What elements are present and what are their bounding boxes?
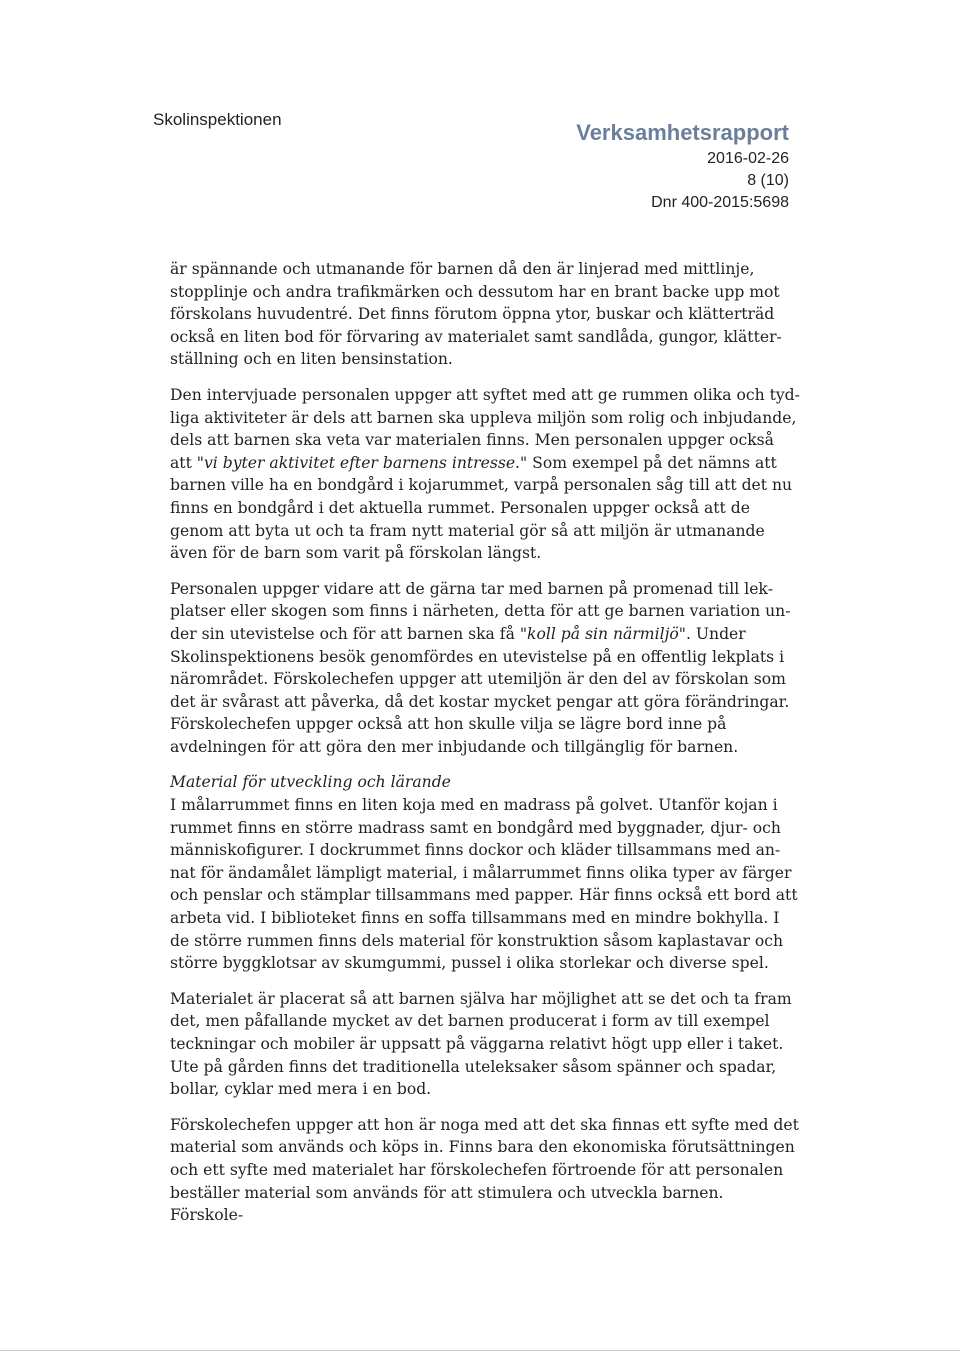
paragraph-activities [170,384,800,565]
section-heading: Material för utveckling och lärande [170,773,451,792]
paragraph-text: Personalen uppger vidare att de gärna tar med barnen på promenad till lekplatser eller skogen som finns i närheten, detta för att ge barnen variation under sin utevistelse och för att barnen ska få [170,579,791,643]
paragraph-materials: I målarrummet finns en liten koja med en madrass på golvet. Utanför kojan i rummet finns en större madrass samt en bondgård med byggnader, djur- och människofigurer. I dockrummet finns dockor och kläder tillsammans med annat för ändamålet lämpligt material, i målarrummet finns olika typer av färger och penslar och stämplar tillsammans med papper. Här finns också ett bord att arbeta vid. I biblioteket finns en soffa tillsammans med en mindre bokhylla. I de större rummen finns dels material för konstruktion såsom kaplastavar och större byggklotsar av skumgummi, pussel i olika storlekar och diverse spel. [170,796,798,973]
paragraph-outings [170,578,800,759]
organization-name: Skolinspektionen [153,110,282,129]
paragraph-purchasing: Förskolechefen uppger att hon är noga med att det ska finnas ett syfte med det material som används och köps in. Finns bara den ekonomiska förutsättningen och ett syfte med materialet har förskolechefen förtroende för att personalen beställer material som används för att stimulera och utveckla barnen. Förskole- [170,1115,799,1225]
quote: "koll på sin närmiljö" [519,624,686,643]
paragraph-text: Den intervjuade personalen uppger att syftet med att ge rummen olika och tydliga aktiviteter är dels att barnen ska uppleva miljön som rolig och inbjudande, dels att barnen ska veta var materialen finns. Men personalen uppger också att [170,385,800,472]
paragraph-material-placement: Materialet är placerat så att barnen själva har möjlighet att se det och ta fram det, men påfallande mycket av det barnen producerat i form av till exempel teckningar och mobiler är uppsatt på väggarna relativt högt upp eller i taket. Ute på gården finns det traditionella uteleksaker såsom spänner och spadar, bollar, cyklar med mera i en bod. [170,989,792,1099]
paragraph-text: . Under Skolinspektionens besök genomfördes en utevistelse på en offentlig lekplats i närområdet. Förskolechefen uppger att utemiljön är den del av förskolan som det är svårast att påverka, då det kostar mycket pengar att göra förändringar. Förskolechefen uppger också att hon skulle vilja se lägre bord inne på avdelningen för att göra den mer inbjudande och tillgänglig för barnen. [170,624,790,756]
document-type-title: Verksamhetsrapport [576,120,789,145]
document-date: 2016-02-26 [707,150,789,167]
paragraph-outdoor-environment: är spännande och utmanande för barnen då den är linjerad med mittlinje, stopplinje och andra trafikmärken och dessutom har en brant backe upp mot förskolans huvudentré. Det finns förutom öppna ytor, buskar och klätterträd också en liten bod för förvaring av materialet samt sandlåda, gungor, klätterställning och en liten bensinstation. [170,260,782,369]
document-meta [576,118,789,214]
page-divider [0,1350,960,1351]
document-body [170,258,800,1240]
registration-number: Dnr 400-2015:5698 [651,194,789,211]
quote: "vi byter aktivitet efter barnens intresse." [196,453,528,472]
page-number: 8 (10) [747,172,789,189]
paragraph-text: Som exempel på det nämns att barnen ville ha en bondgård i kojarummet, varpå personalen såg till att det nu finns en bondgård i det aktuella rummet. Personalen uppger också att de genom att byta ut och ta fram nytt material gör så att miljön är utmanande även för de barn som varit på förskolan längst. [170,453,793,563]
